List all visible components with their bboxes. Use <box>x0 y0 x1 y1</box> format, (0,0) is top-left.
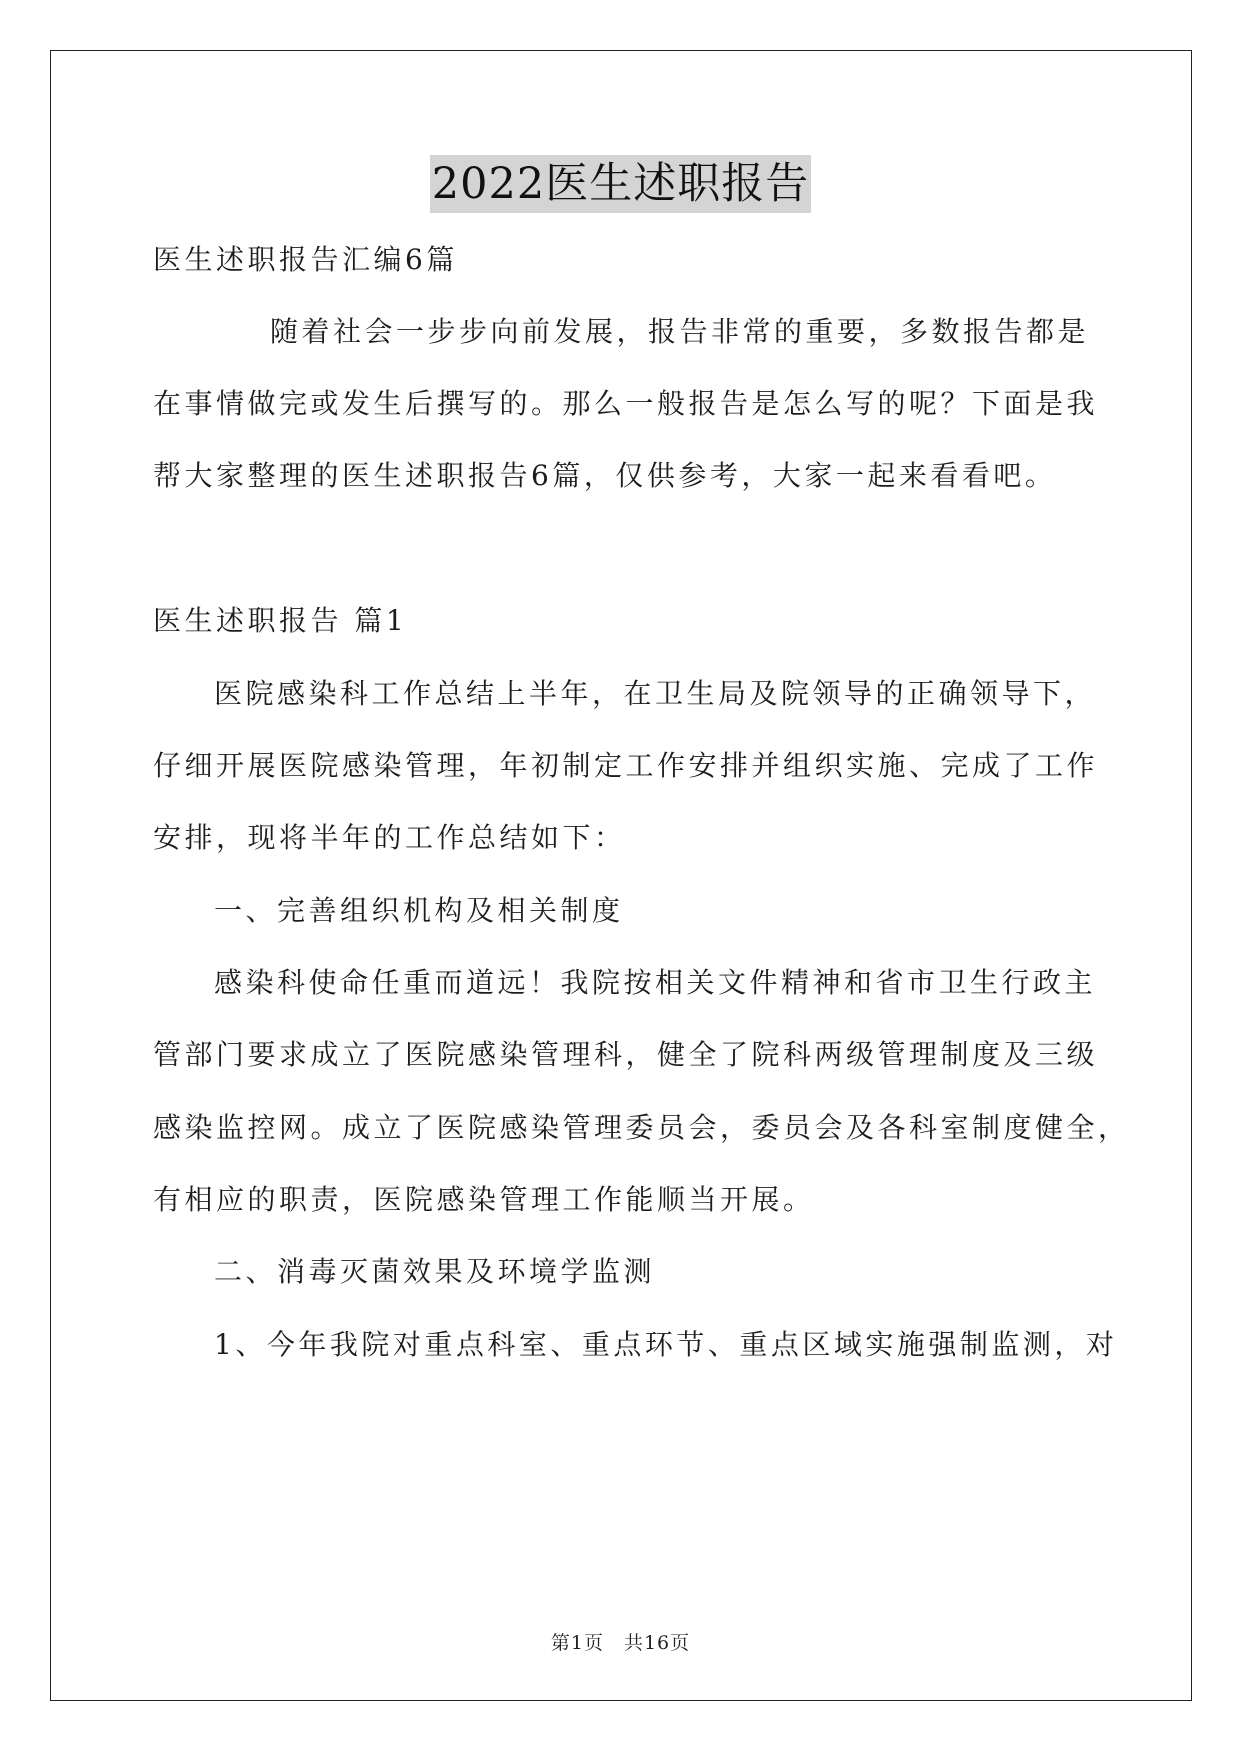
paragraph-line: 1、今年我院对重点科室、重点环节、重点区域实施强制监测，对 <box>214 1328 1118 1361</box>
document-title: 2022医生述职报告 <box>430 155 811 213</box>
page-border <box>50 50 1192 1701</box>
paragraph-line: 有相应的职责，医院感染管理工作能顺当开展。 <box>153 1183 815 1216</box>
paragraph-line: 感染监控网。成立了医院感染管理委员会，委员会及各科室制度健全， <box>153 1111 1130 1144</box>
paragraph-line: 医院感染科工作总结上半年，在卫生局及院领导的正确领导下， <box>214 677 1097 710</box>
paragraph-line: 管部门要求成立了医院感染管理科，健全了院科两级管理制度及三级 <box>153 1038 1099 1071</box>
section-heading: 医生述职报告 篇1 <box>153 604 408 637</box>
intro-heading: 医生述职报告汇编6篇 <box>153 243 458 276</box>
paragraph-line: 感染科使命任重而道远！我院按相关文件精神和省市卫生行政主 <box>214 966 1097 999</box>
title-container <box>0 155 1241 213</box>
subsection-heading: 二、消毒灭菌效果及环境学监测 <box>214 1255 656 1288</box>
intro-paragraph-line: 随着社会一步步向前发展，报告非常的重要，多数报告都是 <box>270 315 1090 348</box>
intro-paragraph-line: 在事情做完或发生后撰写的。那么一般报告是怎么写的呢？下面是我 <box>153 387 1099 420</box>
paragraph-line: 仔细开展医院感染管理，年初制定工作安排并组织实施、完成了工作 <box>153 749 1099 782</box>
page-number: 第1页 共16页 <box>550 1632 691 1654</box>
subsection-heading: 一、完善组织机构及相关制度 <box>214 894 624 927</box>
intro-paragraph-line: 帮大家整理的医生述职报告6篇，仅供参考，大家一起来看看吧。 <box>153 459 1057 492</box>
paragraph-line: 安排，现将半年的工作总结如下： <box>153 821 626 854</box>
